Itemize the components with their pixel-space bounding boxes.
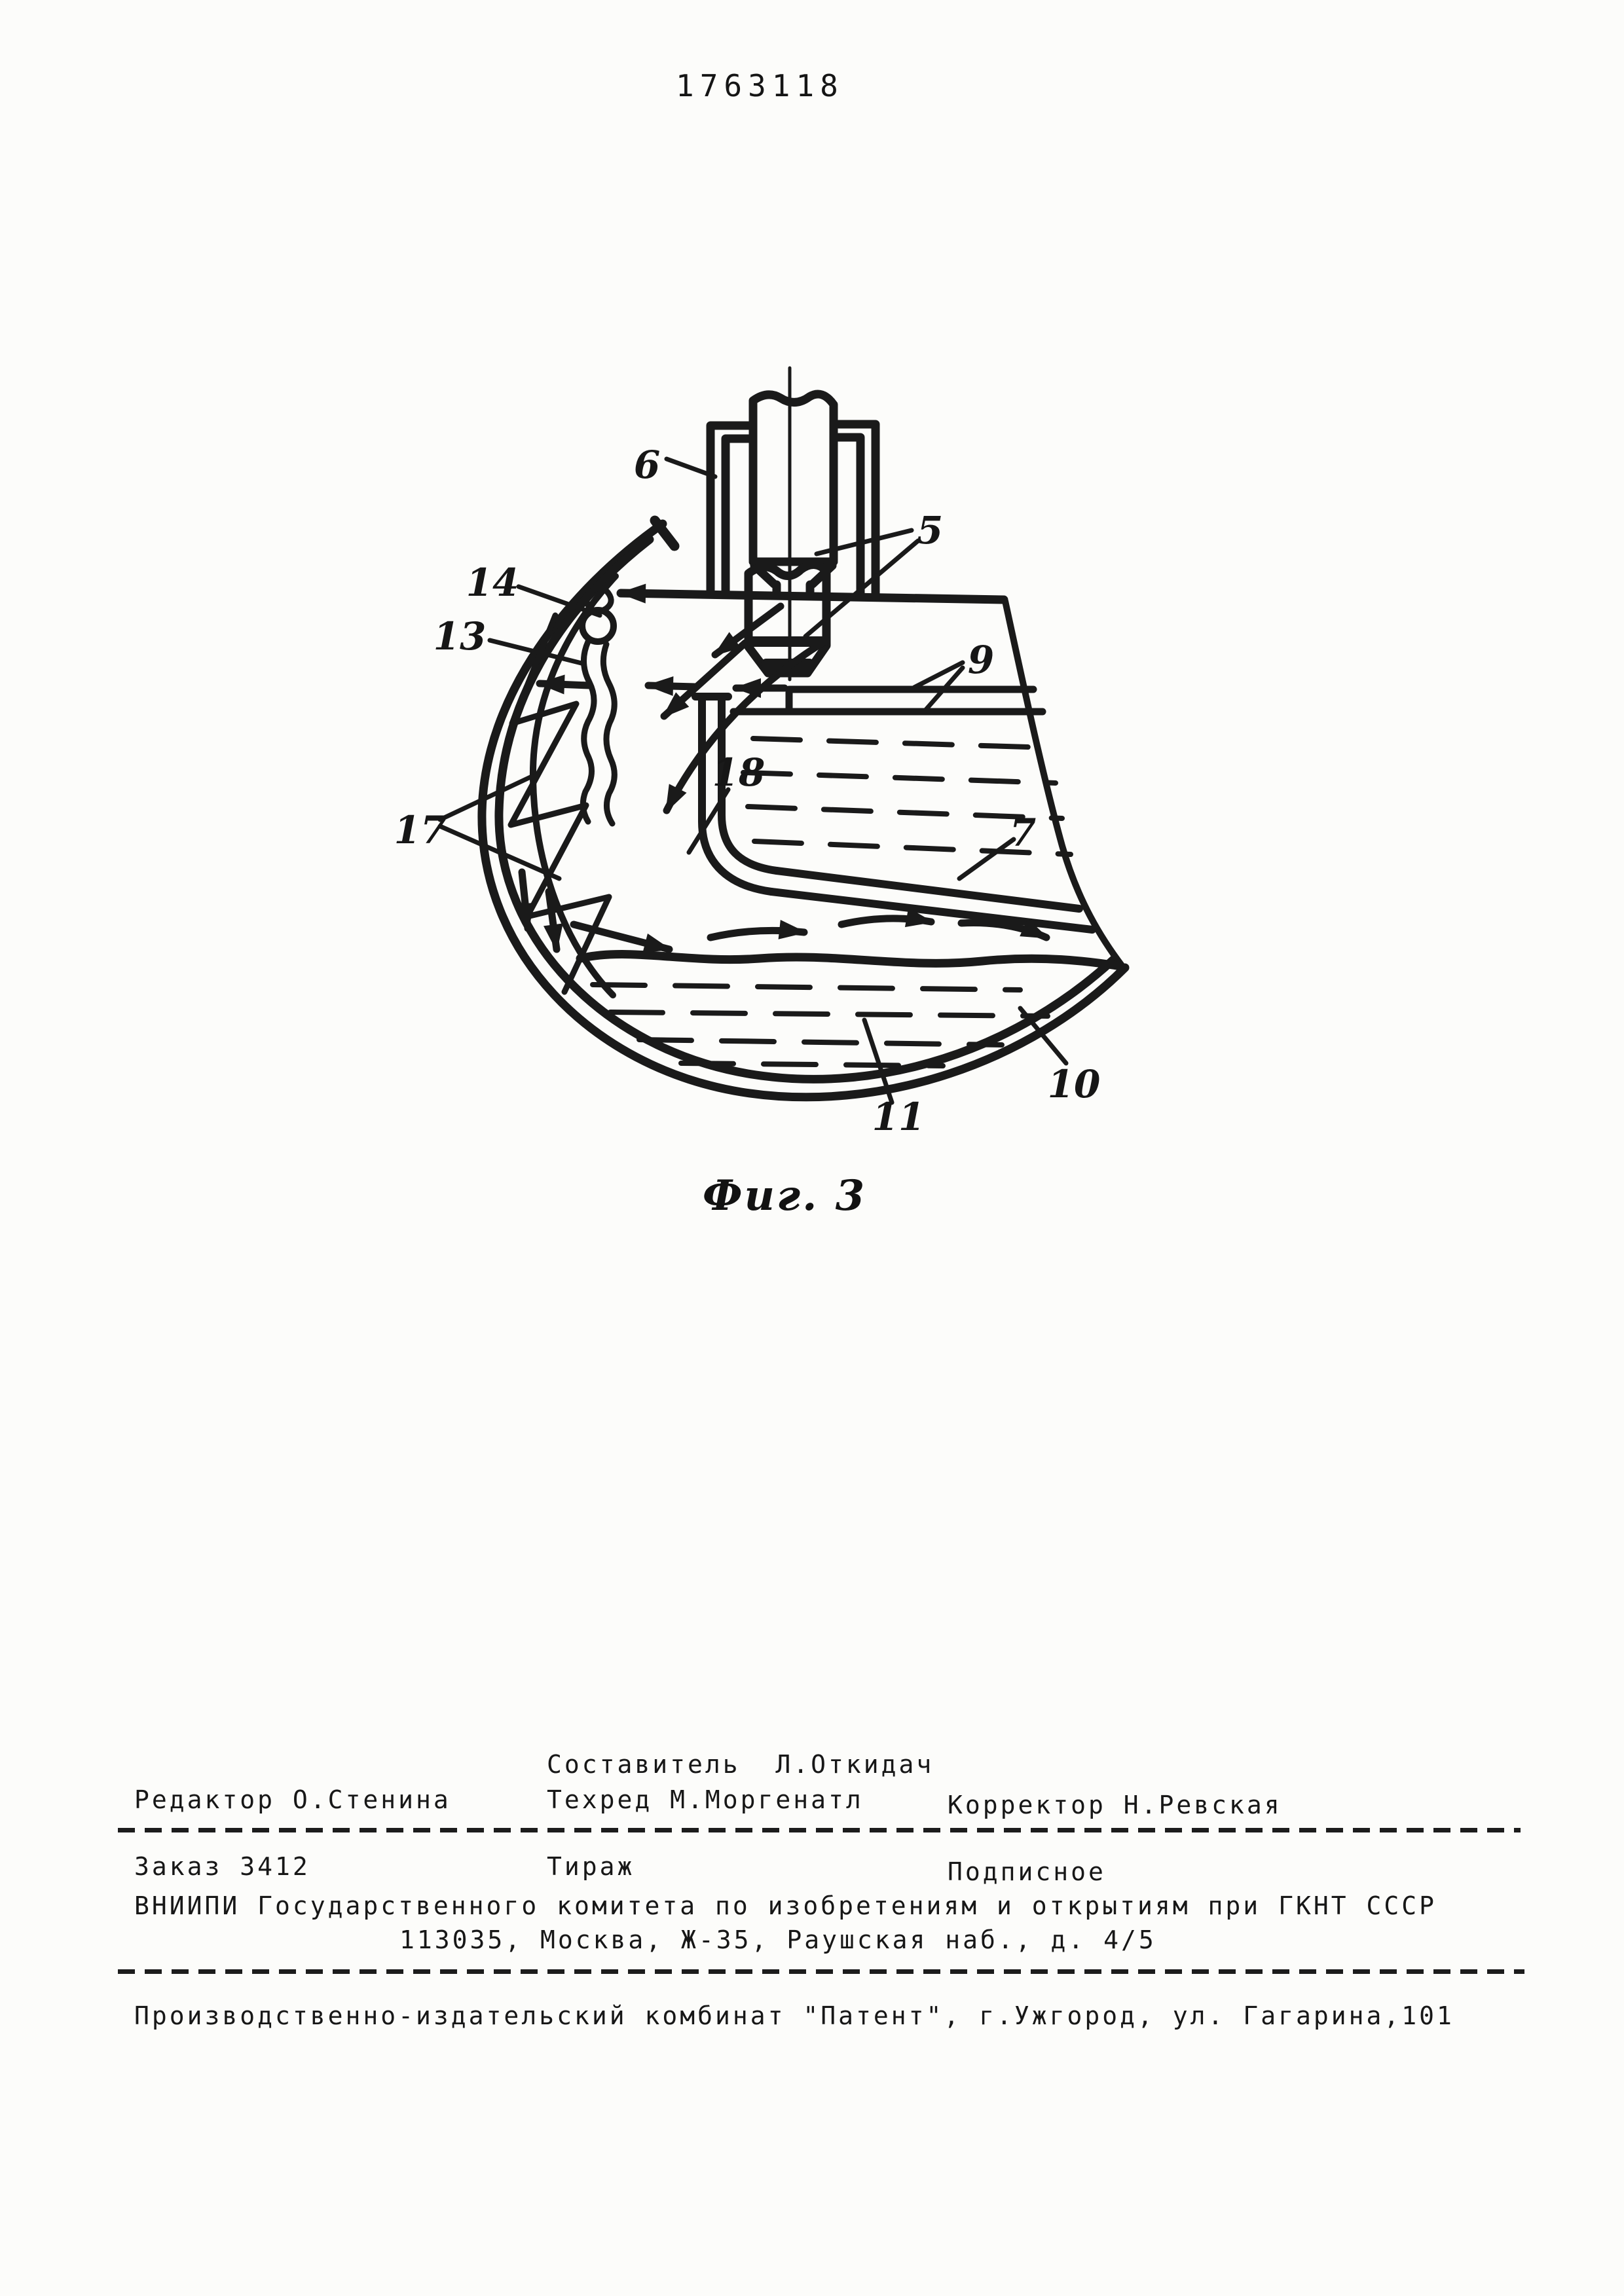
figure-label-6: 6 [633,443,661,487]
flow-right-arrow-1 [710,930,804,938]
patent-number: 1763118 [676,68,844,103]
footer-address-line: 113035, Москва, Ж-35, Раушская наб., д. 4/5 [399,1925,1156,1954]
pool-surface [580,955,1121,966]
right-boundary-curve [1005,601,1122,966]
injector-housing [710,424,876,594]
figure-label-17: 17 [394,808,447,852]
wavy-cord-2 [603,644,614,824]
footer-tirazh: Тираж [547,1852,635,1881]
footer-editor: Редактор О.Стенина [134,1785,451,1814]
figure-label-18: 18 [712,750,766,795]
figure-label-11: 11 [872,1095,925,1139]
footer-vniipi-line: ВНИИПИ Государственного комитета по изобретениям и открытиям при ГКНТ СССР [134,1891,1437,1920]
footer-order-number: Заказ 3412 [134,1852,310,1881]
level-arrow-3 [540,683,589,685]
injector-assembly [710,368,876,680]
figure-caption: Фиг. 3 [702,1171,867,1220]
footer-plant-line: Производственно-издательский комбинат "Патент", г.Ужгород, ул. Гагарина,101 [134,2001,1454,2030]
figure-label-14: 14 [466,560,519,605]
ball-and-cords [582,589,614,824]
liquid-level-lines [733,689,1043,712]
footer-techred: Техред М.Моргенатл [547,1785,864,1814]
wavy-cord-1 [583,642,594,822]
dashed-divider-1 [118,1828,1521,1832]
figure-label-5: 5 [916,508,944,553]
flow-right-arrow-2 [841,919,931,924]
footer-corrector: Корректор Н.Ревская [948,1791,1282,1819]
dashed-divider-2 [118,1969,1524,1974]
level-arrow-2 [648,685,695,687]
pool-hatching [593,985,1048,1066]
footer-compiler: Составитель Л.Откидач [547,1750,934,1779]
figure-label-10: 10 [1047,1062,1101,1106]
figure-label-13: 13 [433,614,487,659]
footer-podpisnoe: Подписное [948,1857,1106,1886]
distribution-plate [621,593,1004,600]
figure-label-7: 7 [1009,811,1037,855]
figure-label-9: 9 [967,638,995,682]
